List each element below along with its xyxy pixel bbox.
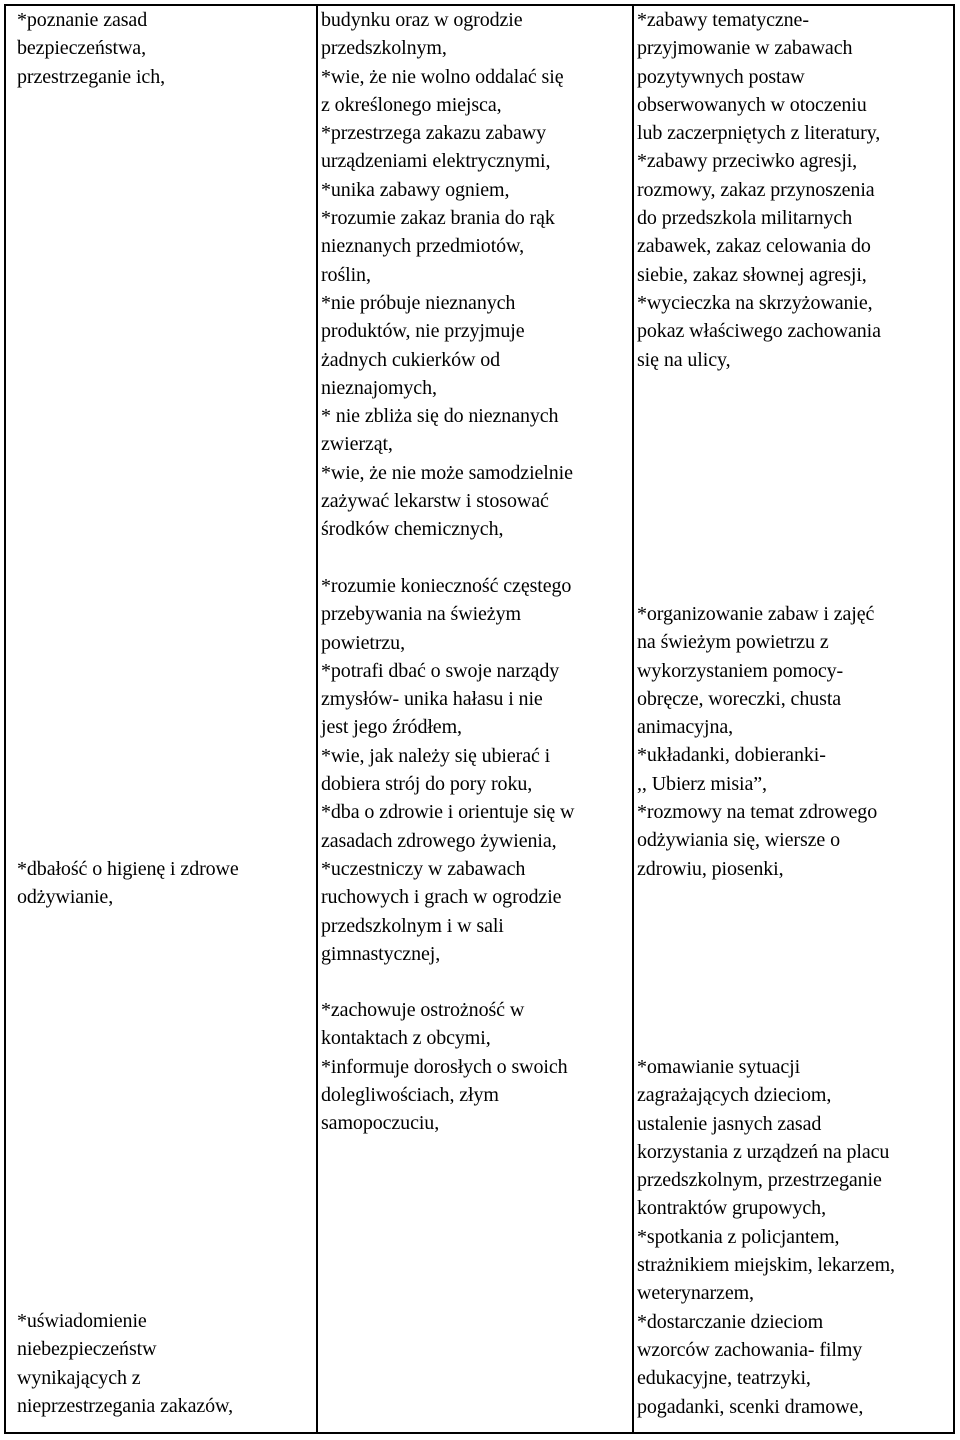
cell-text-line: *uświadomienie bbox=[17, 1310, 147, 1332]
cell-text-line: przedszkolnym i w sali bbox=[321, 914, 504, 937]
cell-text-line: produktów, nie przyjmuje bbox=[321, 320, 525, 343]
cell-text-line: *unika zabawy ogniem, bbox=[321, 178, 510, 201]
cell-text-line: zasadach zdrowego żywienia, bbox=[321, 829, 557, 852]
cell-text-line: *dostarczanie dzieciom bbox=[637, 1310, 824, 1333]
cell-text-line: lub zaczerpniętych z literatury, bbox=[637, 122, 881, 145]
cell-methods-hygiene bbox=[637, 600, 877, 883]
cell-text-line: *zabawy przeciwko agresji, bbox=[637, 150, 858, 173]
cell-text-line: *rozumie konieczność częstego bbox=[321, 575, 572, 597]
cell-text-line: się na ulicy, bbox=[637, 348, 731, 371]
column-divider-1 bbox=[316, 4, 318, 1434]
cell-text-line: zażywać lekarstw i stosować bbox=[321, 490, 549, 513]
cell-text-line: odżywianie, bbox=[17, 886, 114, 909]
cell-methods-dangers bbox=[637, 1053, 895, 1421]
cell-text-line: strażnikiem miejskim, lekarzem, bbox=[637, 1254, 895, 1277]
cell-text-line: obserwowanych w otoczeniu bbox=[637, 93, 867, 116]
cell-text-line: gimnastycznej, bbox=[321, 942, 441, 965]
cell-text-line: *spotkania z policjantem, bbox=[637, 1225, 840, 1248]
cell-text-line: samopoczuciu, bbox=[321, 1112, 440, 1135]
cell-text-line: siebie, zakaz słownej agresji, bbox=[637, 263, 867, 286]
cell-goal-hygiene bbox=[17, 855, 239, 912]
cell-text-line: środków chemicznych, bbox=[321, 518, 504, 541]
cell-text-line: *informuje dorosłych o swoich bbox=[321, 1055, 568, 1078]
cell-text-line: wynikających z bbox=[17, 1366, 141, 1389]
cell-methods-safety bbox=[637, 6, 881, 374]
cell-text-line: żadnych cukierków od bbox=[321, 348, 501, 371]
cell-text-line: roślin, bbox=[321, 263, 371, 286]
cell-text-line: zwierząt, bbox=[321, 433, 393, 456]
cell-text-line: pogadanki, scenki dramowe, bbox=[637, 1395, 864, 1418]
cell-text-line: wykorzystaniem pomocy- bbox=[637, 659, 844, 682]
cell-text-line: pokaz właściwego zachowania bbox=[637, 320, 881, 343]
cell-text-line: *wycieczka na skrzyżowanie, bbox=[637, 291, 873, 314]
cell-text-line: pozytywnych postaw bbox=[637, 65, 805, 88]
cell-text-line: bezpieczeństwa, bbox=[17, 37, 146, 60]
cell-goal-safety bbox=[17, 6, 165, 91]
cell-text-line: z określonego miejsca, bbox=[321, 93, 502, 116]
cell-text-line: *organizowanie zabaw i zajęć bbox=[637, 603, 875, 625]
cell-text-line: odżywiania się, wiersze o bbox=[637, 829, 840, 852]
cell-text-line: rozmowy, zakaz przynoszenia bbox=[637, 178, 875, 201]
cell-text-line: ,, Ubierz misia”, bbox=[637, 772, 767, 795]
cell-text-line: ustalenie jasnych zasad bbox=[637, 1112, 822, 1135]
cell-text-line: *rozumie zakaz brania do rąk bbox=[321, 207, 555, 230]
cell-text-line: przebywania na świeżym bbox=[321, 603, 521, 626]
cell-text-line: przestrzeganie ich, bbox=[17, 65, 166, 88]
cell-skills-hygiene bbox=[321, 572, 574, 968]
cell-text-line: zmysłów- unika hałasu i nie bbox=[321, 688, 543, 711]
cell-text-line: edukacyjne, teatrzyki, bbox=[637, 1367, 811, 1390]
cell-text-line: jest jego źródłem, bbox=[321, 716, 462, 739]
column-divider-2 bbox=[632, 4, 634, 1434]
cell-text-line: przedszkolnym, przestrzeganie bbox=[637, 1169, 882, 1192]
cell-text-line: *dba o zdrowie i orientuje się w bbox=[321, 801, 575, 824]
cell-text-line: animacyjna, bbox=[637, 716, 734, 739]
cell-text-line: przedszkolnym, bbox=[321, 37, 447, 60]
cell-text-line: przyjmowanie w zabawach bbox=[637, 37, 853, 60]
cell-text-line: budynku oraz w ogrodzie bbox=[321, 9, 523, 31]
cell-text-line: zdrowiu, piosenki, bbox=[637, 857, 784, 880]
cell-text-line: kontaktach z obcymi, bbox=[321, 1027, 491, 1050]
cell-text-line: do przedszkola militarnych bbox=[637, 207, 853, 230]
cell-text-line: *poznanie zasad bbox=[17, 9, 148, 31]
cell-text-line: *zachowuje ostrożność w bbox=[321, 999, 525, 1021]
cell-text-line: *przestrzega zakazu zabawy bbox=[321, 122, 547, 145]
cell-text-line: *wie, że nie może samodzielnie bbox=[321, 461, 573, 484]
cell-text-line: zabawek, zakaz celowania do bbox=[637, 235, 871, 258]
cell-skills-safety bbox=[321, 6, 573, 544]
cell-text-line: ruchowych i grach w ogrodzie bbox=[321, 886, 562, 909]
cell-text-line: nieprzestrzegania zakazów, bbox=[17, 1394, 233, 1417]
cell-text-line: korzystania z urządzeń na placu bbox=[637, 1140, 890, 1163]
cell-text-line: powietrzu, bbox=[321, 631, 405, 654]
cell-text-line: kontraktów grupowych, bbox=[637, 1197, 826, 1220]
cell-text-line: urządzeniami elektrycznymi, bbox=[321, 150, 551, 173]
cell-text-line: *wie, jak należy się ubierać i bbox=[321, 744, 551, 767]
cell-text-line: zagrażających dzieciom, bbox=[637, 1084, 832, 1107]
cell-text-line: *omawianie sytuacji bbox=[637, 1056, 801, 1078]
cell-text-line: weterynarzem, bbox=[637, 1282, 754, 1305]
cell-text-line: na świeżym powietrzu z bbox=[637, 631, 829, 654]
cell-goal-dangers bbox=[17, 1307, 233, 1420]
cell-text-line: dolegliwościach, złym bbox=[321, 1083, 499, 1106]
cell-text-line: niebezpieczeństw bbox=[17, 1338, 157, 1361]
cell-text-line: nieznanych przedmiotów, bbox=[321, 235, 524, 258]
cell-text-line: *uczestniczy w zabawach bbox=[321, 857, 526, 880]
cell-text-line: *nie próbuje nieznanych bbox=[321, 291, 516, 314]
cell-text-line: *rozmowy na temat zdrowego bbox=[637, 801, 878, 824]
cell-text-line: *dbałość o higienę i zdrowe bbox=[17, 858, 239, 880]
cell-text-line: *potrafi dbać o swoje narządy bbox=[321, 659, 560, 682]
cell-text-line: *układanki, dobieranki- bbox=[637, 744, 826, 767]
cell-skills-dangers bbox=[321, 996, 568, 1137]
cell-text-line: dobiera strój do pory roku, bbox=[321, 773, 533, 796]
cell-text-line: *zabawy tematyczne- bbox=[637, 9, 809, 31]
cell-text-line: *wie, że nie wolno oddalać się bbox=[321, 65, 564, 88]
cell-text-line: obręcze, woreczki, chusta bbox=[637, 687, 842, 710]
cell-text-line: nieznajomych, bbox=[321, 376, 437, 399]
cell-text-line: wzorców zachowania- filmy bbox=[637, 1338, 863, 1361]
cell-text-line: * nie zbliża się do nieznanych bbox=[321, 405, 559, 428]
